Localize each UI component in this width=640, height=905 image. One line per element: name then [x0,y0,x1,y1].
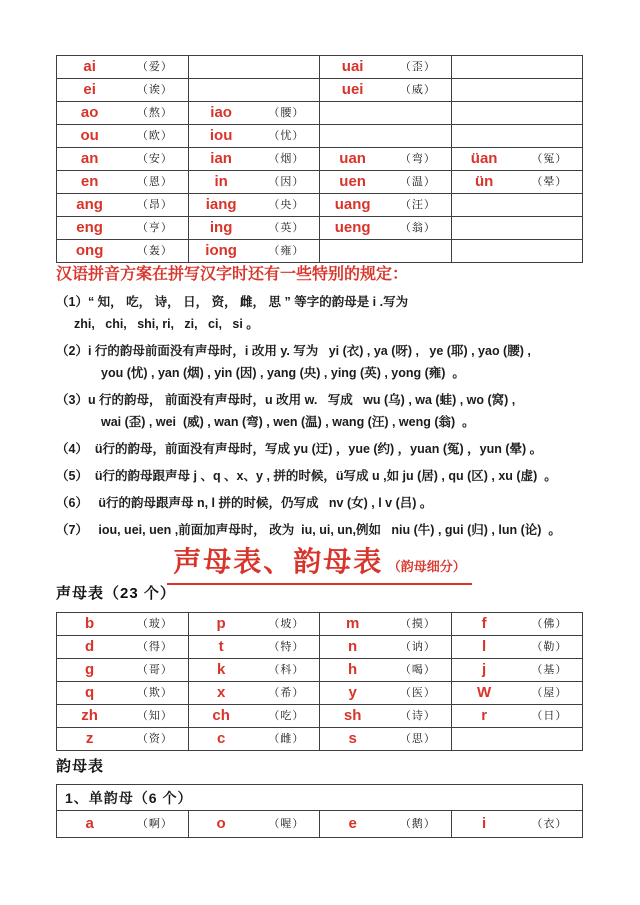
table-cell [451,240,583,262]
pinyin-label: y [348,684,357,701]
table-cell [188,636,320,658]
pinyin-label: uen [339,173,366,190]
table-cell [188,811,320,837]
table-cell [451,194,583,216]
table-row [57,194,582,217]
pinyin-label: a [85,815,94,832]
example-character: （温） [399,176,436,188]
section-title-underline [167,540,471,585]
table-cell [319,811,451,837]
pinyin-label: üan [470,150,498,167]
pinyin-label: d [85,638,95,655]
table-row [57,728,582,750]
table-cell [451,811,583,837]
rule-item [56,438,583,460]
table-row [57,102,582,125]
rule-item [56,340,583,384]
rule-item [56,492,583,514]
pinyin-label: s [348,730,357,747]
pinyin-label: uan [339,150,366,167]
example-character: （基） [531,664,568,676]
table-cell [188,659,320,681]
pinyin-label: z [85,730,94,747]
table-row [57,148,582,171]
table-cell [188,56,320,78]
table-cell [188,125,320,147]
table-cell [57,811,188,837]
example-character: （得） [136,641,173,653]
example-character: （吃） [268,710,305,722]
pinyin-label: n [348,638,358,655]
rule-line: （7） iou, uei, uen ,前面加声母时， 改为 iu, ui, un,例如 niu (牛) , gui (归) , lun (论) 。 [56,523,561,537]
table-cell [319,613,451,635]
example-character: （雌） [268,733,305,745]
table-cell [57,705,188,727]
pinyin-label: ao [80,104,99,121]
table-row [57,636,582,659]
table-cell [319,728,451,750]
table-cell [451,728,583,750]
pinyin-label: W [477,684,492,701]
example-character: （爱） [136,61,173,73]
table-cell [57,613,188,635]
table-row [57,79,582,102]
example-character: （喔） [268,818,305,830]
table-row [57,705,582,728]
simple-finals-rows [57,811,582,837]
table-cell [451,148,583,170]
example-character: （雍） [268,245,305,257]
table-cell [188,79,320,101]
table-cell [188,217,320,239]
rule-line: （2）i 行的韵母前面没有声母时，i 改用 y. 写为 yi (衣) , ya (呀) , ye (耶) , yao (腰) , [56,344,531,358]
table-cell [188,148,320,170]
pinyin-label: ei [83,81,96,98]
table-cell [57,636,188,658]
table-cell [319,217,451,239]
table-cell [319,56,451,78]
table-cell [319,102,451,124]
pinyin-label: iou [209,127,233,144]
example-character: （思） [399,733,436,745]
pinyin-label: t [218,638,224,655]
pinyin-label: sh [343,707,362,724]
example-character: （哥） [136,664,173,676]
pinyin-label: ong [75,242,104,259]
example-character: （翁） [399,222,436,234]
pinyin-label: m [345,615,360,632]
pinyin-label: h [348,661,358,678]
pinyin-label: c [216,730,226,747]
table-cell [57,728,188,750]
pinyin-label: ün [474,173,494,190]
table-cell [319,636,451,658]
rule-item [56,389,583,433]
pinyin-label: j [482,661,487,678]
table-row [57,613,582,636]
table-cell [451,682,583,704]
table-cell [451,659,583,681]
example-character: （晕） [531,176,568,188]
table-cell [57,148,188,170]
example-character: （玻） [136,618,173,630]
table-row [57,682,582,705]
table-cell [57,194,188,216]
pinyin-label: b [85,615,95,632]
finals-table-heading: 韵母表 [56,758,105,775]
example-character: （冤） [531,153,568,165]
example-character: （摸） [399,618,436,630]
example-character: （日） [531,710,568,722]
pinyin-label: iong [205,242,237,259]
rule-line: （6） ü行的韵母跟声母 n, l 拼的时候，仍写成 nv (女) , l v (吕) 。 [56,496,433,510]
example-character: （知） [136,710,173,722]
example-character: （鹅） [399,818,436,830]
rule-line: （5） ü行的韵母跟声母 j 、q 、x、y , 拼的时候，ü写成 u ,如 ju (居) , qu (区) , xu (虚) 。 [56,469,557,483]
section-title [56,540,583,585]
table-cell [451,705,583,727]
example-character: （腰） [268,107,305,119]
table-cell [57,240,188,262]
rule-item [56,519,583,541]
example-character: （喝） [399,664,436,676]
example-character: （弯） [399,153,436,165]
example-character: （轰） [136,245,173,257]
pinyin-label: f [481,615,487,632]
pinyin-label: an [80,150,99,167]
pinyin-label: g [85,661,95,678]
initials-table [56,612,583,751]
table-cell [319,240,451,262]
example-character: （烟） [268,153,305,165]
table-cell [319,79,451,101]
table-row [57,659,582,682]
table-cell [57,217,188,239]
rule-line: （1）“ 知， 吃， 诗， 日， 资， 雌， 思 ” 等字的韵母是 i .写为 [56,295,409,309]
example-character: （啊） [136,818,173,830]
pinyin-label: zh [81,707,98,724]
table-cell [57,56,188,78]
example-character: （衣） [531,818,568,830]
rule-item [56,291,583,335]
example-character: （央） [268,199,305,211]
pinyin-label: l [482,638,487,655]
table-cell [451,217,583,239]
example-character: （歪） [399,61,436,73]
pinyin-label: ch [212,707,230,724]
example-character: （资） [136,733,173,745]
pinyin-label: ueng [334,219,371,236]
finals-extension-table [56,55,583,263]
rule-line: （3）u 行的韵母， 前面没有声母时，u 改用 w. 写成 wu (乌) , wa (蛙) , wo (窝) , [56,393,516,407]
example-character: （希） [268,687,305,699]
pinyin-label: iao [210,104,232,121]
table-cell [57,79,188,101]
example-character: （昂） [136,199,173,211]
initials-table-heading: 声母表（23 个） [56,585,176,602]
example-character: （汪） [399,199,436,211]
pinyin-label: i [482,815,487,832]
example-character: （熬） [136,107,173,119]
pinyin-label: uei [341,81,364,98]
special-rules-list [56,291,583,546]
pinyin-label: ai [83,58,96,75]
example-character: （因） [268,176,305,188]
table-cell [57,682,188,704]
table-row [57,171,582,194]
table-cell [451,102,583,124]
example-character: （屋） [531,687,568,699]
example-character: （科） [268,664,305,676]
example-character: （亨） [136,222,173,234]
table-cell [451,171,583,193]
example-character: （忧） [268,130,305,142]
table-row [57,217,582,240]
table-cell [188,240,320,262]
pinyin-label: ing [209,219,233,236]
table-cell [57,102,188,124]
table-row [57,811,582,837]
pinyin-label: uai [341,58,364,75]
table-cell [188,171,320,193]
table-cell [319,682,451,704]
pinyin-label: ou [80,127,99,144]
table-cell [57,125,188,147]
rule-line: you (忧) , yan (烟) , yin (因) , yang (央) , ying (英) , yong (雍) 。 [101,366,465,380]
table-row [57,56,582,79]
pinyin-label: r [481,707,488,724]
simple-finals-caption: 1、单韵母（6 个） [57,785,582,811]
example-character: （特） [268,641,305,653]
table-cell [188,705,320,727]
example-character: （勒） [531,641,568,653]
example-character: （诗） [399,710,436,722]
table-cell [451,56,583,78]
pinyin-label: in [214,173,228,190]
table-cell [319,194,451,216]
pinyin-label: iang [205,196,237,213]
section-title-sub: （韵母细分） [387,559,466,574]
example-character: （威） [399,84,436,96]
example-character: （坡） [268,618,305,630]
pinyin-label: ang [76,196,103,213]
table-cell [319,171,451,193]
rule-line: zhi, chi, shi, ri, zi, ci, si 。 [74,317,259,331]
example-character: （恩） [136,176,173,188]
table-cell [451,636,583,658]
table-cell [319,705,451,727]
pinyin-label: q [85,684,95,701]
table-cell [319,125,451,147]
example-character: （佛） [531,618,568,630]
table-cell [319,659,451,681]
pinyin-label: eng [76,219,103,236]
rule-line: wai (歪) , wei (威) , wan (弯) , wen (温) , wang (汪) , weng (翁) 。 [101,415,475,429]
table-cell [57,171,188,193]
section-title-main: 声母表、韵母表 [173,546,384,577]
rule-item [56,465,583,487]
table-row [57,125,582,148]
example-character: （欧） [136,130,173,142]
pinyin-label: o [216,815,226,832]
pinyin-label: k [216,661,226,678]
example-character: （安） [136,153,173,165]
example-character: （欺） [136,687,173,699]
table-cell [188,613,320,635]
table-cell [188,194,320,216]
special-rules-heading: 汉语拼音方案在拼写汉字时还有一些特别的规定： [56,266,409,283]
table-cell [451,79,583,101]
table-cell [188,728,320,750]
example-character: （医） [399,687,436,699]
pinyin-label: en [80,173,99,190]
table-cell [188,682,320,704]
pinyin-label: x [216,684,226,701]
pinyin-label: e [348,815,357,832]
table-cell [451,125,583,147]
simple-finals-table [56,784,583,838]
rule-line: （4） ü行的韵母，前面没有声母时，写成 yu (迂) ，yue (约) ，yuan (冤) ，yun (晕) 。 [56,442,543,456]
pinyin-label: uang [334,196,371,213]
table-cell [188,102,320,124]
table-row [57,240,582,262]
example-character: （讷） [399,641,436,653]
table-cell [451,613,583,635]
table-cell [57,659,188,681]
example-character: （英） [268,222,305,234]
example-character: （诶） [136,84,173,96]
pinyin-label: ian [210,150,232,167]
pinyin-label: p [216,615,226,632]
table-cell [319,148,451,170]
